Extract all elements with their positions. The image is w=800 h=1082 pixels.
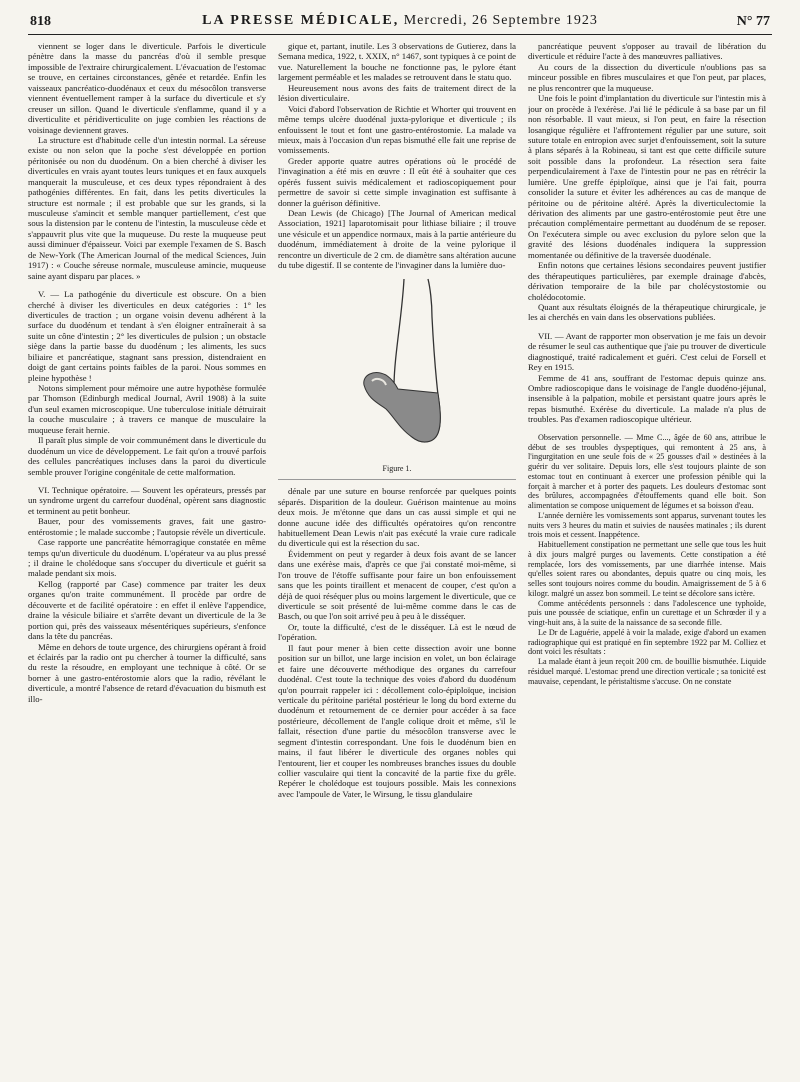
paragraph: Kellog (rapporté par Case) commence par traiter les deux organes qu'on traite communément. Il procède par ordre de découverte et de facilité opératoire : en effet il enlève l'appendice, draine la vésicule biliaire et s'arrête devant un diverticule de la 3e portion qui, près des vaisseaux mésentériques supérieurs, s'enfonce dans la tête du pancréas. (28, 578, 266, 642)
paragraph: Quant aux résultats éloignés de la thérapeutique chirurgicale, je les ai cherchés en vain dans les observations publiées. (528, 301, 766, 323)
observation-paragraph: L'année dernière les vomissements sont apparus, survenant toutes les nuits vers 3 heures du matin et suivies de nausées matinales ; ils durent trois mois et cessent. Inappétence. (528, 510, 766, 540)
observation-paragraph: Le Dr de Laguérie, appelé à voir la malade, exige d'abord un examen radiographique qui est pratiqué en fin septembre 1922 par M. Colliez et dont voici les résultats : (528, 627, 766, 657)
paragraph: Bauer, pour des vomissements graves, fait une gastro-entérostomie ; le malade succombe ; l'autopsie révèle un diverticule. (28, 516, 266, 537)
observation-paragraph: Comme antécédents personnels : dans l'adolescence une typhoïde, puis une poussée de sciatique, enfin un curettage et un Schrœder il y a vingt-huit ans, à la suite de la naissance de sa seconde fille. (528, 598, 766, 627)
paragraph: Case rapporte une pancréatite hémorragique constatée en même temps qu'un diverticule du duodénum. L'opérateur va au plus pressé ; il draine le cholédoque sans s'occuper du diverticule et guérit sa malade pendant six mois. (28, 537, 266, 579)
paragraph: pancréatique peuvent s'opposer au travail de libération du diverticule et réduire l'acte à des manœuvres palliatives. (528, 41, 766, 62)
paragraph: Greder apporte quatre autres opérations où le procédé de l'invagination a été mis en œuvre : Il eût été à souhaiter que ces opérés fussent suivis médicalement et radioscopiquement pour permettre de savoir si cette simple invagination est suffisante à donner la guérison définitive. (278, 155, 516, 208)
paragraph: Dean Lewis (de Chicago) [The Journal of American medical Association, 1921] laparotomisait pour lithiase biliaire ; il trouve une vésicule et un appendice normaux, mais à la partie antérieure du duodénum, immédiatement à droite de la veine pylorique il rencontre un diverticule de 2 cm. de diamètre sans altération aucune du tube digestif. Il se contente de l'invaginer dans la lumière duo- (278, 208, 516, 271)
paragraph: Il paraît plus simple de voir communément dans le diverticule du duodénum un vice de développement. Le fait qu'on a trouvé parfois des cellules pancréatiques incluses dans la paroi du diverticule semble prouver l'origine congénitale de cette malformation. (28, 435, 266, 477)
issue-date: Mercredi, 26 Septembre 1923 (403, 13, 598, 28)
observation-paragraph: Habituellement constipation ne permettant une selle que tous les huit à dix jours malgré purges ou lavements. Cette constipation a été remplacée, lors des vomissements, par une diarrhée intense. Mais qu'elles soient rares ou abondantes, depuis quatre ou cinq mois, les selles sont toujours noires comme du boudin. Amaigrissement de 5 à 6 kilogr. malgré un assez bon sommeil. Le teint se décolore sans ictère. (528, 540, 766, 598)
figure-1 (337, 277, 457, 474)
duodenal-diverticulum-radiograph (342, 277, 452, 462)
paragraph: La structure est d'habitude celle d'un intestin normal. La séreuse existe ou non selon que la poche s'est développée en portion péritonisée ou non du duodénum. On a bien cherché à diviser les diverticules en vrais ayant toutes leurs tuniques et en faux auxquels manquerait la musculeuse, et ces deux types répondraient à des pathogénies différentes. En fait, dans les petits diverticules la structure est normale ; il est probable que sur les grands, si la musculeuse s'amincit et semble manquer partiellement, c'est que sous la distension par le contenu de l'intestin, la musculeuse cède et s'appauvrit plus vite que la muqueuse. Du reste la muqueuse peut aussi diminuer d'épaisseur. Voici par exemple l'examen de S. Basch de New-York (The American Journal of the medical Sciences, Juin 1917) : « Couche séreuse normale, musculeuse amincie, muqueuse saine ayant disparu par places. » (28, 134, 266, 281)
column-right (528, 41, 766, 1073)
figure-divider (278, 479, 516, 480)
column-middle (278, 41, 516, 1073)
article-columns (28, 41, 772, 1073)
paragraph: gique et, partant, inutile. Les 3 observations de Gutierez, dans la Semana medica, 1922, t. XXIX, n° 1467, sont typiques à ce point de vue. Naturellement la bouche ne fonctionne pas, le pylore étant largement perméable et les malades se retrouvent dans le statu quo. (278, 41, 516, 83)
journal-masthead (28, 13, 772, 29)
paragraph: Femme de 41 ans, souffrant de l'estomac depuis quinze ans. Ombre radioscopique dans le voisinage de l'angle duodéno-jéjunal, insensible à la palpation, mobile et persistant quatre jours après le repas bismuthé. Exérèse du diverticule. La malade n'a plus de troubles. Pas d'examen radioscopique ultérieur. (528, 372, 766, 425)
observation-paragraph: Observation personnelle. — Mme C..., âgée de 60 ans, attribue le début de ses troubles dyspeptiques, qui remontent à 25 ans, à l'ingurgitation en une seule fois de « 25 gousses d'ail » destinées à la guérir du ver solitaire. Depuis lors, elle s'est toujours plainte de son estomac tout en continuant à exercer une profession pénible qui la forçait à marcher et à porter des paquets. Les douleurs d'estomac sont des brûlures, accompagnées d'étouffements quand elle boit. Son alimentation se compose uniquement de légumes et sa boisson d'eau. (528, 432, 766, 510)
issue-number: N° 77 (736, 14, 770, 29)
page-number: 818 (30, 14, 51, 29)
paragraph: Au cours de la dissection du diverticule n'oublions pas sa minceur possible en fibres musculaires et que l'on peut, par places, ne plus rencontrer que la muqueuse. (528, 61, 766, 93)
page-header (28, 12, 772, 35)
journal-name: LA PRESSE MÉDICALE, (202, 13, 400, 28)
paragraph: dénale par une suture en bourse renforcée par quelques points séparés. Disparition de la douleur. Guérison maintenue au moins deux mois. Je m'étonne que dans un cas aussi simple et qui ne donne aucune idée des difficultés opératoires qu'on rencontre habituellement Dean Lewis n'ait pas exécuté la vraie cure radicale du diverticule qui est la résection du sac. (278, 486, 516, 549)
column-left (28, 41, 266, 1073)
paragraph: viennent se loger dans le diverticule. Parfois le diverticule pénètre dans la masse du pancréas d'où il semble presque impossible de l'extraire chirurgicalement. L'évacuation de l'estomac se trouve, en certaines circonstances, gênée et retardée. Enfin les vaisseaux pancréatico-duodénaux et ceux du mésocôlon transverse viennent éventuellement ramper à la surface du diverticule et s'y creuser un sillon. Quand le diverticule s'enflamme, quand il y a diverticulite et péridiverticulite on juge combien les réactions de voisinage deviennent graves. (28, 41, 266, 135)
paragraph: Évidemment on peut y regarder à deux fois avant de se lancer dans une exérèse mais, d'après ce que j'ai constaté moi-même, si l'on trouve de l'étoffe suffisante pour faire un bon enfouissement sans que les points tiraillent et menacent de couper, c'est qu'on a déjà de quoi réséquer plus ou moins largement le diverticule, que ce diverticule se soit présenté de lui-même comme dans le cas de Basch, ou que l'on soit arrivé peu à peu à le disséquer. (278, 548, 516, 622)
paragraph: Même en dehors de toute urgence, des chirurgiens opérant à froid et éclairés par la radio ont pu chercher à tourner la difficulté, sans du reste la résoudre, en employant une technique à côté. Or se borner à une gastro-entérostomie alors que la radio, révélant le diverticule, a montré l'absence de retard d'évacuation du bismuth est illo- (28, 641, 266, 704)
paragraph: Une fois le point d'implantation du diverticule sur l'intestin mis à jour on procède à l'exérèse. J'ai lié le pédicule à sa base par un fil non résorbable. Il vaut mieux, si l'on peut, en faire la résection losangique régulière et l'affrontement régulier par une suture, soit suture totale en entropion avec surjet d'enfouissement, soit la suture à plans séparés à la Robineau, si tant est que cette difficile suture soit possible dans la profondeur. La résection sera faite perpendiculairement à l'axe de l'intestin pour ne pas en rétrécir la lumière. Une greffe épiploïque, ainsi que je l'ai fait, pourra consolider la suture et éviter les adhérences au cas de manque de péritoine ou de péritoine altéré. Après la diverticulectomie la dérivation des aliments par une gastro-entérostomie peut être une précaution complémentaire permettant au duodénum de se reposer. On l'exécutera simple ou avec exclusion du pylore selon que la gravité des lésions duodénales indiquera la suppression momentanée ou définitive de la traversée duodénale. (528, 93, 766, 260)
paragraph: Or, toute la difficulté, c'est de le disséquer. Là est le nœud de l'opération. (278, 621, 516, 643)
paragraph: Notons simplement pour mémoire une autre hypothèse formulée par Thomson (Edinburgh medical Journal, Avril 1908) à la suite d'un seul examen microscopique. Une tuberculose initiale détruirait la couche musculaire ; à travers ce manque de musculaire la muqueuse ferait hernie. (28, 383, 266, 435)
section-v-paragraph: V. — La pathogénie du diverticule est obscure. On a bien cherché à diviser les diverticules en deux catégories : 1° les diverticules de traction ; un organe voisin devenu adhérent à la surface du duodénum et tendant à s'en éloigner entraînerait à sa suite un cône d'intestin ; 2° les diverticules de pulsion ; un obstacle siège dans la partie basse du duodénum ; les aliments, les sucs biliaire et pancréatique, stagnant sans pression, distendraient en doigt de gant certains points faibles de la paroi. Nous sommes en pleine hypothèse ! (28, 289, 266, 383)
personal-observation (528, 433, 766, 687)
section-vii-paragraph: VII. — Avant de rapporter mon observation je me fais un devoir de résumer le seul cas authentique que j'aie pu trouver de diverticule diagnostiqué, traité radicalement et guéri. C'est celui de Forsell et Rey en 1915. (528, 330, 766, 373)
observation-paragraph: La malade étant à jeun reçoit 200 cm. de bouillie bismuthée. Liquide résiduel marqué. L'estomac prend une direction verticale ; sa tonicité est mauvaise, cependant, le péristaltisme s'accuse. On ne constate (528, 657, 766, 686)
paragraph: Il faut pour mener à bien cette dissection avoir une bonne position sur un billot, une large incision en volet, un bon éclairage et faire une découverte méthodique des organes du carrefour duodénal. C'est toute la technique des voies d'abord du duodénum qu'on pourrait rappeler ici : décollement colo-épiploïque, incision verticale du péritoine pariétal postérieur le long du bord externe du duodénum et retournement de ce dernier pour accéder à sa face postérieure, décollement de l'angle colique droit et même, s'il le fallait, résection d'une partie du mésocôlon transverse avec le segment d'intestin correspondant. Une fois le duodénum bien en mains, il faut libérer le diverticule des organes nobles qui l'entourent, lier et couper les nombreuses branches issues du double collier vasculaire qui tient la concavité de la partie fixe du grêle. Repérer le cholédoque est toujours possible. Mais les connexions avec l'ampoule de Vater, le Wirsung, le tissu glandulaire (278, 642, 516, 799)
section-vi-paragraph: VI. Technique opératoire. — Souvent les opérateurs, pressés par un syndrome urgent du carrefour duodénal, opèrent sans diagnostic et terminent au petit bonheur. (28, 484, 266, 516)
paragraph: Voici d'abord l'observation de Richtie et Whorter qui trouvent en même temps ulcère duodénal juxta-pylorique et diverticule ; ils enfouissent le tout et font une gastro-entérostomie. La malade va mieux, mais à l'occasion d'un repas bismuthé elle fait une reprise de vomissements. (278, 103, 516, 156)
figure-caption: Figure 1. (382, 463, 412, 473)
paragraph: Enfin notons que certaines lésions secondaires peuvent justifier des thérapeutiques particulières, par exemple drainage d'abcès, dérivation temporaire de la bile par cholécystostomie ou cholédocotomie. (528, 260, 766, 302)
paragraph: Heureusement nous avons des faits de traitement direct de la lésion diverticulaire. (278, 82, 516, 104)
